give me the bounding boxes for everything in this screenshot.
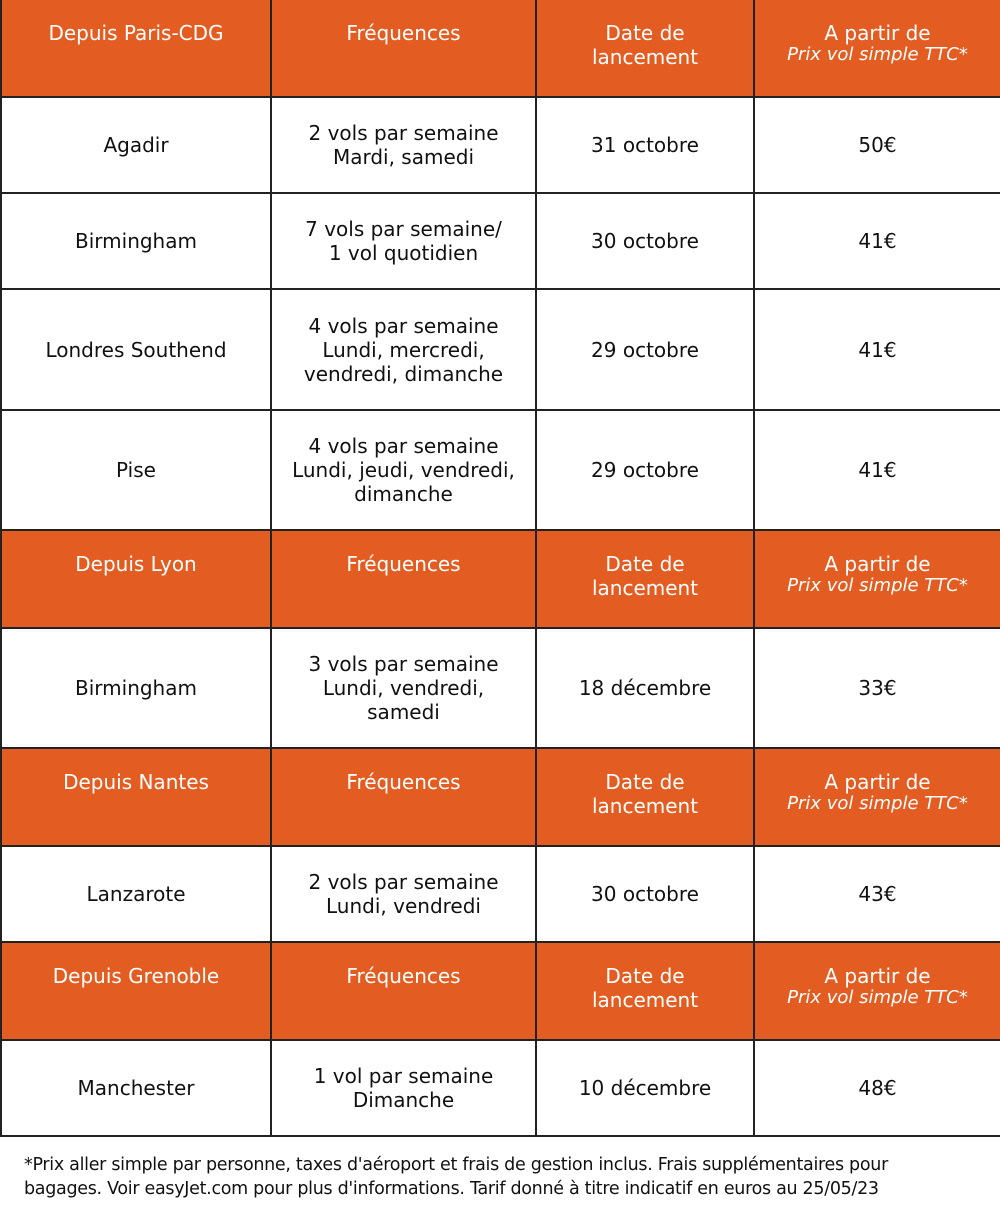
destination-cell: Londres Southend (1, 289, 271, 410)
section-header-paris-cdg (1, 0, 1000, 97)
price-cell: 41€ (754, 410, 1000, 530)
launch-date-cell: 18 décembre (536, 628, 754, 748)
price-cell: 41€ (754, 193, 1000, 289)
price-cell: 48€ (754, 1040, 1000, 1136)
origin-header: Depuis Lyon (1, 530, 271, 628)
price-cell: 33€ (754, 628, 1000, 748)
frequency-cell: 7 vols par semaine/ 1 vol quotidien (271, 193, 536, 289)
launch-date-header: Date de lancement (536, 0, 754, 97)
frequencies-header: Fréquences (271, 0, 536, 97)
launch-date-cell: 30 octobre (536, 193, 754, 289)
launch-date-header: Date de lancement (536, 748, 754, 846)
frequency-cell: 4 vols par semaine Lundi, mercredi, vendredi, dimanche (271, 289, 536, 410)
frequencies-header: Fréquences (271, 942, 536, 1040)
table-row (1, 1040, 1000, 1136)
launch-date-cell: 31 octobre (536, 97, 754, 193)
table-row (1, 628, 1000, 748)
price-header: A partir de Prix vol simple TTC* (754, 0, 1000, 97)
frequencies-header: Fréquences (271, 530, 536, 628)
price-cell: 43€ (754, 846, 1000, 942)
destination-cell: Birmingham (1, 193, 271, 289)
table-row (1, 193, 1000, 289)
footnote (24, 1153, 1000, 1201)
frequencies-header: Fréquences (271, 748, 536, 846)
destination-cell: Agadir (1, 97, 271, 193)
section-header-lyon (1, 530, 1000, 628)
frequency-cell: 1 vol par semaine Dimanche (271, 1040, 536, 1136)
launch-date-cell: 30 octobre (536, 846, 754, 942)
price-header: A partir de Prix vol simple TTC* (754, 748, 1000, 846)
origin-header: Depuis Grenoble (1, 942, 271, 1040)
launch-date-cell: 10 décembre (536, 1040, 754, 1136)
destination-cell: Birmingham (1, 628, 271, 748)
price-header: A partir de Prix vol simple TTC* (754, 942, 1000, 1040)
launch-date-cell: 29 octobre (536, 289, 754, 410)
origin-header: Depuis Nantes (1, 748, 271, 846)
price-cell: 41€ (754, 289, 1000, 410)
table-row (1, 846, 1000, 942)
destination-cell: Lanzarote (1, 846, 271, 942)
price-header: A partir de Prix vol simple TTC* (754, 530, 1000, 628)
origin-header: Depuis Paris-CDG (1, 0, 271, 97)
destination-cell: Manchester (1, 1040, 271, 1136)
table-row (1, 289, 1000, 410)
price-cell: 50€ (754, 97, 1000, 193)
section-header-grenoble (1, 942, 1000, 1040)
launch-date-header: Date de lancement (536, 530, 754, 628)
frequency-cell: 2 vols par semaine Lundi, vendredi (271, 846, 536, 942)
footnote-line-1: *Prix aller simple par personne, taxes d'aéroport et frais de gestion inclus. Frais supplémentaires pour (24, 1155, 888, 1175)
footnote-line-2: bagages. Voir easyJet.com pour plus d'informations. Tarif donné à titre indicatif en euros au 25/05/23 (24, 1179, 879, 1199)
launch-date-cell: 29 octobre (536, 410, 754, 530)
section-header-nantes (1, 748, 1000, 846)
destination-cell: Pise (1, 410, 271, 530)
launch-date-header: Date de lancement (536, 942, 754, 1040)
frequency-cell: 4 vols par semaine Lundi, jeudi, vendredi, dimanche (271, 410, 536, 530)
table-row (1, 410, 1000, 530)
frequency-cell: 2 vols par semaine Mardi, samedi (271, 97, 536, 193)
table-row (1, 97, 1000, 193)
frequency-cell: 3 vols par semaine Lundi, vendredi, samedi (271, 628, 536, 748)
